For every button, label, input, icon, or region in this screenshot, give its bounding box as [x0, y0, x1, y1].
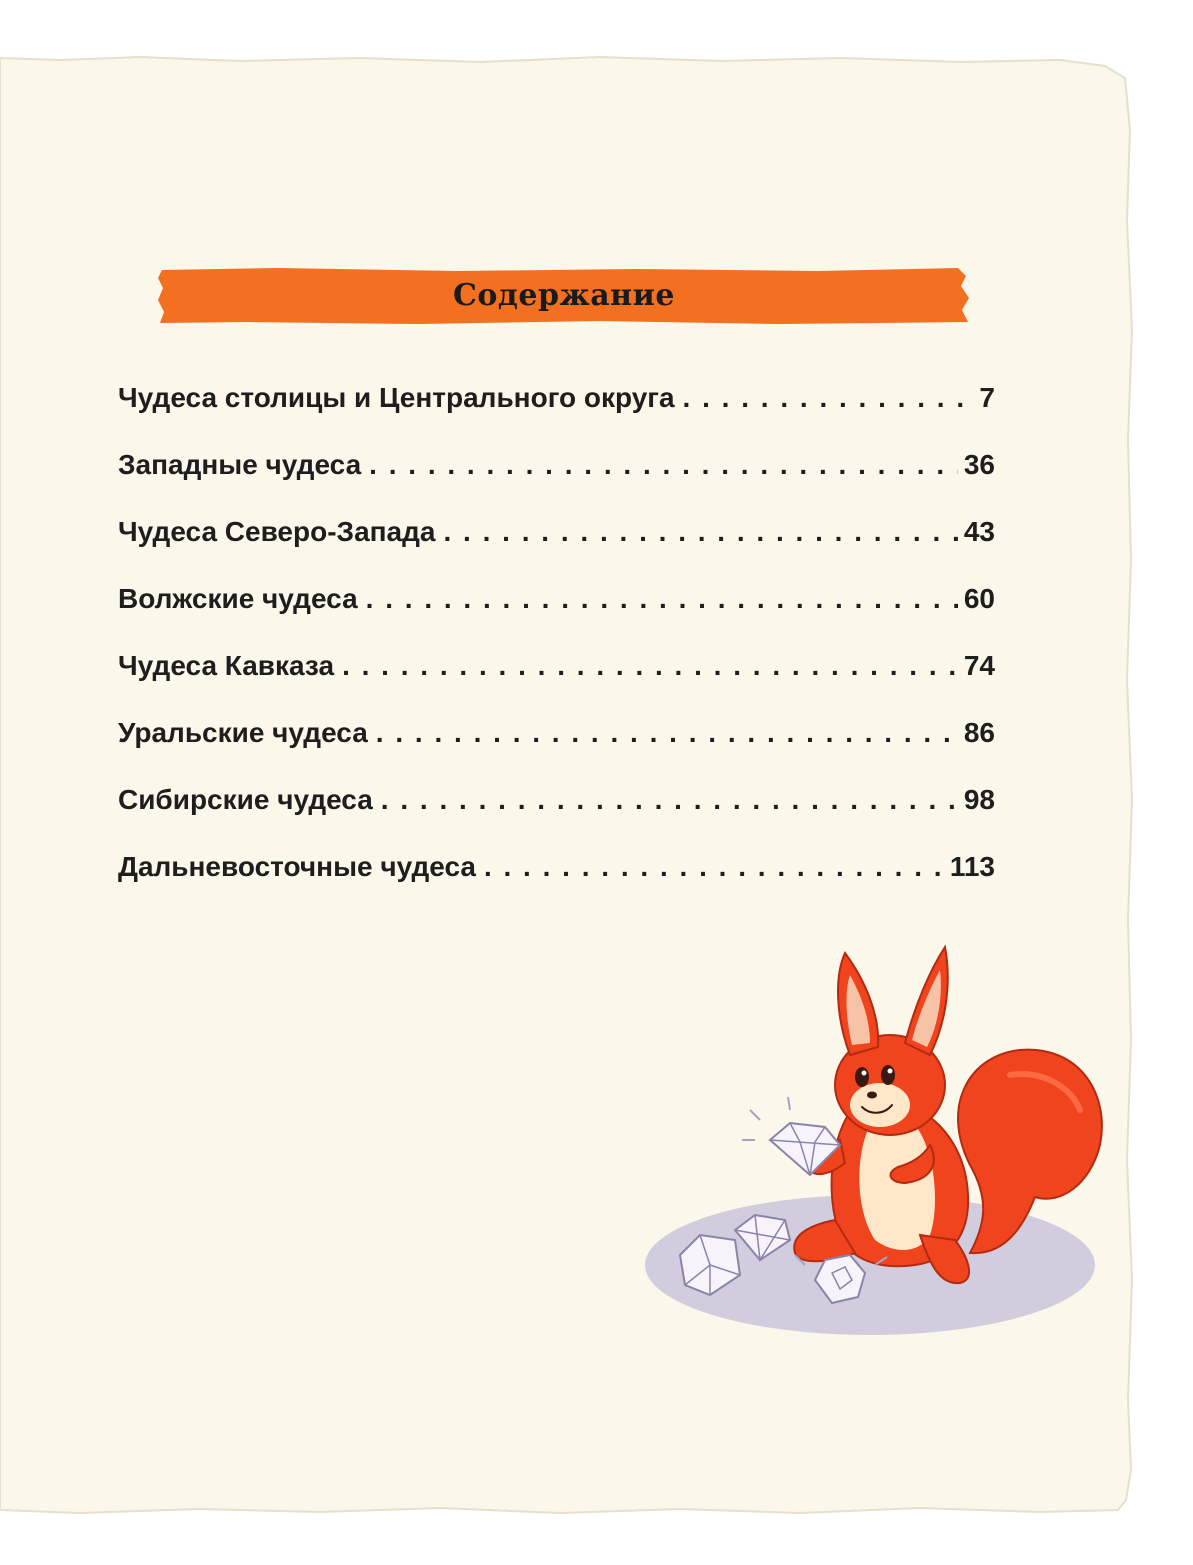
- title-band: [158, 268, 970, 324]
- toc-entry-title: Чудеса Северо-Запада: [118, 516, 436, 547]
- toc-entry[interactable]: [118, 851, 995, 918]
- toc-entry-title: Сибирские чудеса: [118, 784, 373, 815]
- toc-leader-dots: [381, 784, 958, 816]
- toc-entry-title: Западные чудеса: [118, 449, 362, 480]
- left-eye-icon: [855, 1067, 869, 1087]
- toc-leader-dots: [369, 449, 958, 481]
- toc-leader-dots: [366, 583, 958, 615]
- toc-entry[interactable]: [118, 382, 995, 449]
- toc-page-number: 86: [963, 717, 995, 748]
- toc-entry[interactable]: [118, 516, 995, 583]
- squirrel-with-crystals-illustration: [640, 935, 1120, 1375]
- toc-page-number: 98: [963, 784, 995, 815]
- toc-page-number: 74: [963, 650, 995, 681]
- toc-entry-title: Уральские чудеса: [118, 717, 368, 748]
- toc-leader-dots: [443, 516, 957, 548]
- toc-page-number: 60: [963, 583, 995, 614]
- toc-entry-title: Волжские чудеса: [118, 583, 358, 614]
- toc-page-number: 7: [979, 382, 995, 413]
- toc-entry-title: Чудеса Кавказа: [118, 650, 335, 681]
- toc-page-number: 113: [949, 851, 995, 882]
- toc-entry[interactable]: [118, 583, 995, 650]
- table-of-contents: [118, 382, 995, 918]
- toc-entry[interactable]: [118, 717, 995, 784]
- right-eye-icon: [881, 1065, 895, 1085]
- page-title: Содержание: [453, 278, 675, 313]
- toc-entry-title: Дальневосточные чудеса: [118, 851, 476, 882]
- toc-leader-dots: [484, 851, 944, 883]
- toc-page-number: 43: [963, 516, 995, 547]
- toc-leader-dots: [683, 382, 974, 414]
- toc-leader-dots: [376, 717, 958, 749]
- toc-page-number: 36: [963, 449, 995, 480]
- toc-entry[interactable]: [118, 449, 995, 516]
- toc-entry-title: Чудеса столицы и Центрального округа: [118, 382, 675, 413]
- toc-leader-dots: [342, 650, 958, 682]
- toc-entry[interactable]: [118, 650, 995, 717]
- toc-entry[interactable]: [118, 784, 995, 851]
